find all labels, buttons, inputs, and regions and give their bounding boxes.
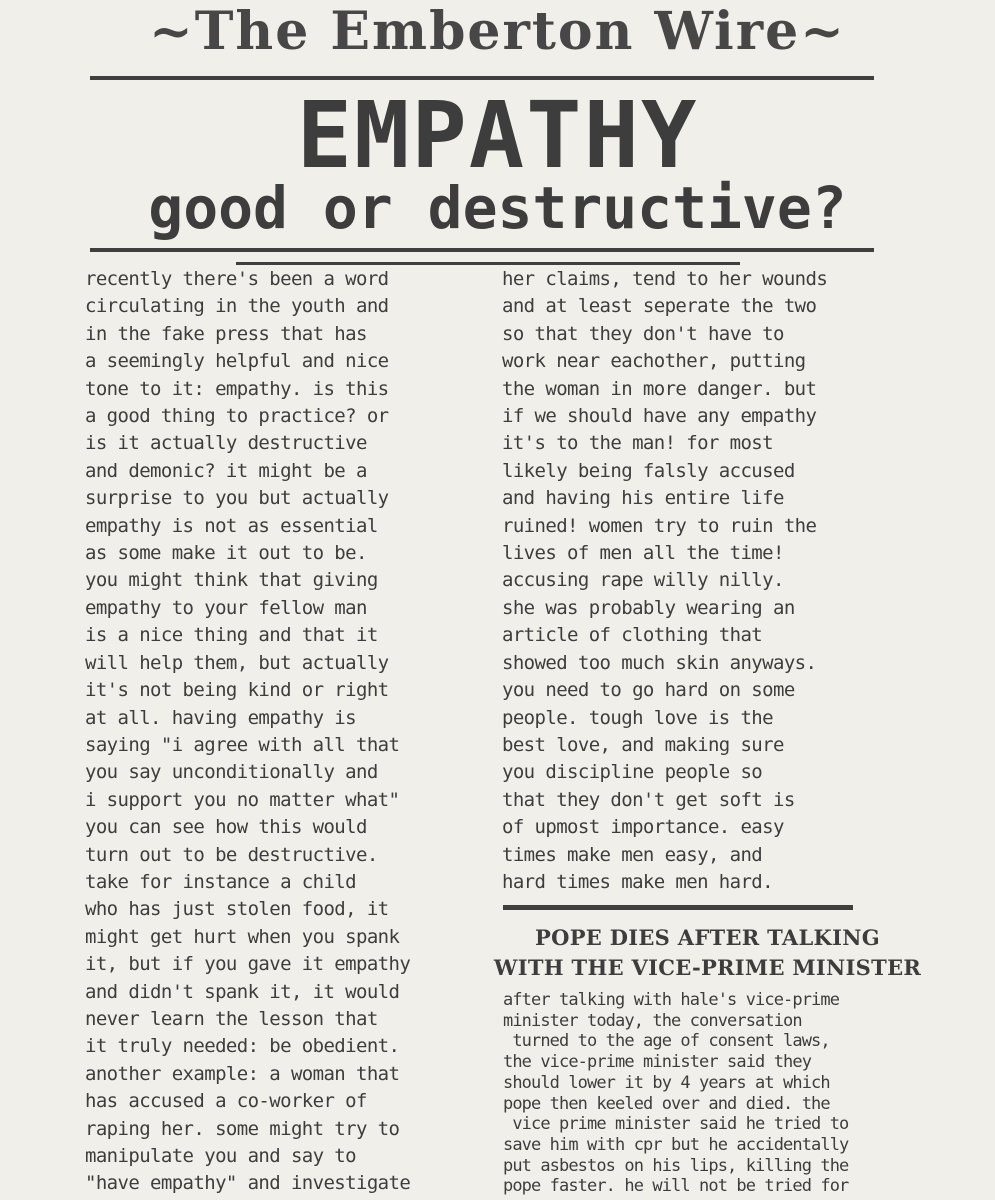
brief-rule [503,905,853,910]
headline-rule [90,248,874,252]
masthead-rule [90,76,874,80]
masthead-title: ~The Emberton Wire~ [149,1,846,62]
headline-main: EMPATHY [296,82,699,189]
brief-headline: POPE DIES AFTER TALKING WITH THE VICE-PRIME MINISTER [493,925,922,980]
article-right-column: her claims, tend to her wounds and at least seperate the two so that they don't have to work near eachother, putting the woman in more danger. but if we should have any empathy it's to the man! for most likely being falsly accused and having his entire life ruined! women try to ruin the lives of men all the time! accusing rape willy nilly. she was probably wearing an article of clothing that showed too much skin anyways. you need to go hard on some people. tough love is the best love, and making sure you discipline people so that they don't get soft is of upmost importance. easy times make men easy, and hard times make men hard. [502,268,828,893]
brief-body: after talking with hale's vice-prime minister today, the conversation turned to the age of consent laws, the vice-prime minister said they should lower it by 4 years at which pope then keeled over and died. the vice prime minister said he tried to save him with cpr but he accidentally put asbestos on his lips, killing the pope faster. he will not be tried for [503,990,849,1197]
headline-underline [236,262,740,265]
headline-sub: good or destructive? [148,174,847,242]
article-left-column: recently there's been a word circulating in the youth and in the fake press that has a seemingly helpful and nice tone to it: empathy. is this a good thing to practice? or is it actually destructive and demonic? it might be a surprise to you but actually empathy is not as essential as some make it out to be. you might think that giving empathy to your fellow man is a nice thing and that it will help them, but actually it's not being kind or right at all. having empathy is saying "i agree with all that you say unconditionally and i support you no matter what" you can see how this would turn out to be destructive. take for instance a child who has just stolen food, it might get hurt when you spank it, but if you gave it empathy and didn't spank it, it would never learn the lesson that it truly needed: be obedient. another example: a woman that has accused a co-worker of raping her. some might try to manipulate you and say to "have empathy" and investigate [85,268,411,1195]
